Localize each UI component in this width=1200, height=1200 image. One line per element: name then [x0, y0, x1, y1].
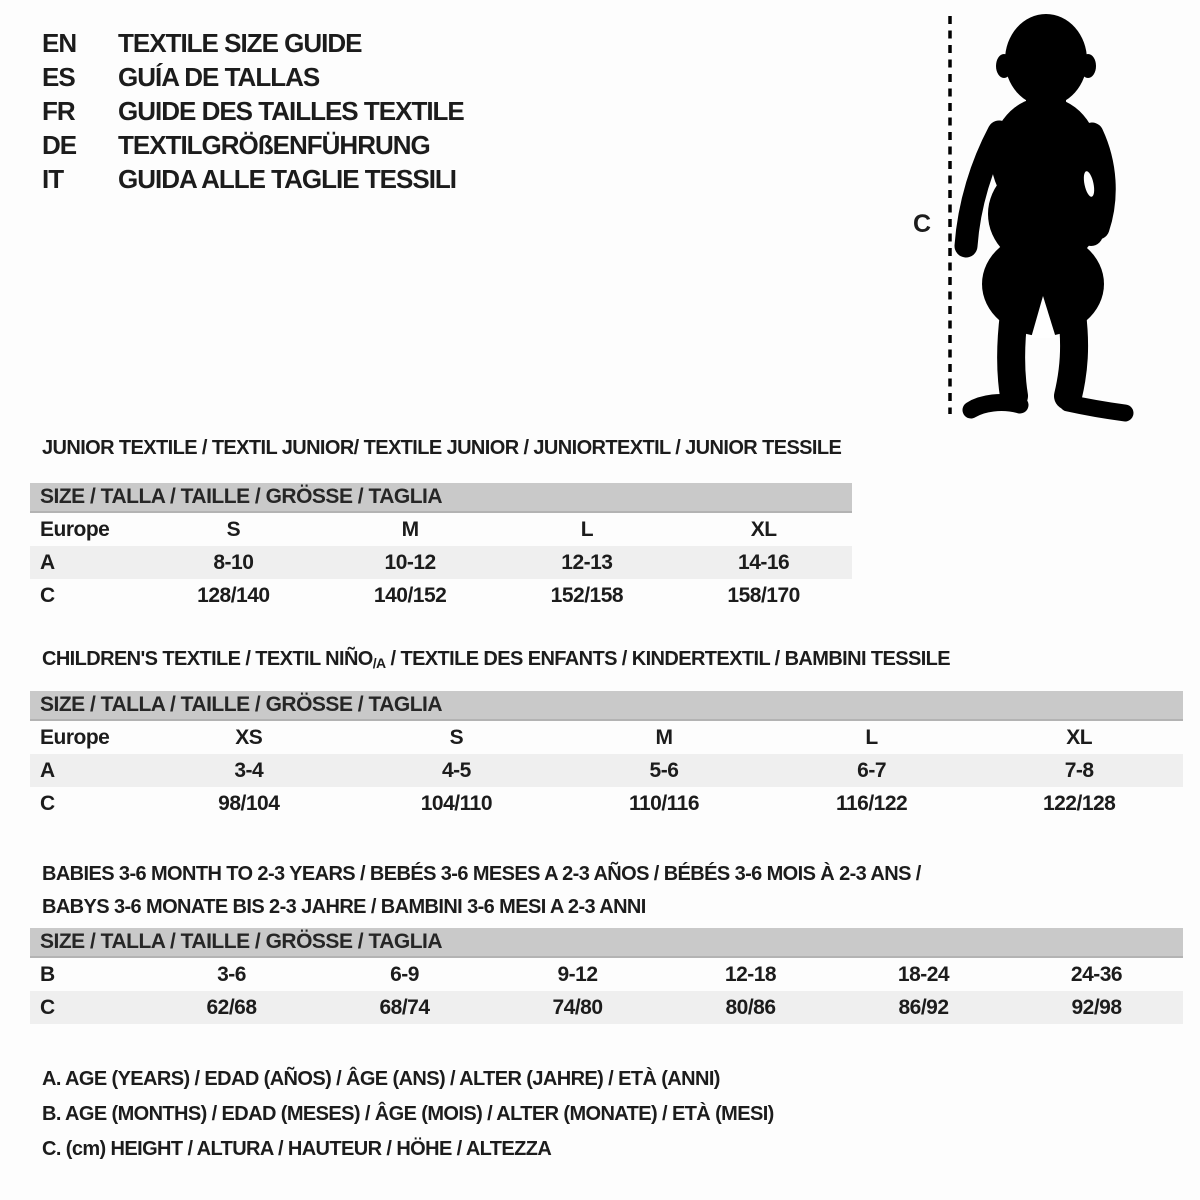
row-label: B — [40, 962, 55, 986]
height-cell: 98/104 — [218, 791, 280, 815]
age-cell: 6-7 — [857, 758, 886, 782]
children-heading-post: / TEXTILE DES ENFANTS / KINDERTEXTIL / BAMBINI TESSILE — [385, 648, 951, 670]
language-code: IT — [42, 164, 64, 194]
height-cell: 104/110 — [420, 791, 493, 815]
height-cell: 110/116 — [628, 791, 700, 815]
age-cell: 7-8 — [1064, 758, 1094, 782]
age-cell: 8-10 — [213, 550, 254, 574]
age-cell: 6-9 — [390, 962, 419, 986]
height-cell: 122/128 — [1042, 791, 1116, 815]
size-cell: XL — [1066, 725, 1093, 749]
language-title: TEXTILE SIZE GUIDE — [118, 28, 362, 58]
language-list — [42, 26, 464, 196]
language-title: GUÍA DE TALLAS — [118, 62, 320, 92]
children-heading — [30, 636, 1183, 671]
row-label: C — [40, 995, 55, 1019]
height-cell: 92/98 — [1071, 995, 1122, 1019]
legend-line-c: C. (cm) HEIGHT / ALTURA / HAUTEUR / HÖHE / ALTEZZA — [42, 1138, 552, 1160]
age-cell: 4-5 — [441, 758, 471, 782]
size-cell: M — [655, 725, 673, 749]
height-cell: 68/74 — [379, 995, 430, 1019]
age-cell: 12-13 — [561, 550, 613, 574]
junior-section — [30, 425, 852, 612]
row-label: C — [40, 791, 55, 815]
height-cell: 140/152 — [373, 583, 447, 607]
height-cell: 128/140 — [197, 583, 270, 607]
row-label: A — [40, 758, 55, 782]
language-title: TEXTILGRÖßENFÜHRUNG — [118, 130, 430, 160]
language-row — [42, 60, 464, 94]
table-row — [30, 754, 1183, 787]
height-measure-label: C — [913, 210, 932, 238]
size-header-bar — [30, 691, 1183, 721]
age-cell: 10-12 — [384, 550, 436, 574]
height-cell: 158/170 — [727, 583, 800, 607]
height-cell: 86/92 — [898, 995, 949, 1019]
age-cell: 5-6 — [649, 758, 679, 782]
height-cell: 74/80 — [552, 995, 603, 1019]
height-cell: 62/68 — [206, 995, 257, 1019]
junior-heading: JUNIOR TEXTILE / TEXTIL JUNIOR/ TEXTILE JUNIOR / JUNIORTEXTIL / JUNIOR TESSILE — [42, 437, 842, 459]
legend-line-a: A. AGE (YEARS) / EDAD (AÑOS) / ÂGE (ANS) / ALTER (JAHRE) / ETÀ (ANNI) — [42, 1068, 720, 1090]
age-cell: 18-24 — [897, 962, 950, 986]
age-cell: 24-36 — [1070, 962, 1123, 986]
height-cell: 152/158 — [550, 583, 624, 607]
children-section — [30, 636, 1183, 820]
table-row — [30, 958, 1183, 991]
size-cell: M — [401, 517, 419, 541]
size-cell: S — [449, 725, 464, 749]
children-heading-pre: CHILDREN'S TEXTILE / TEXTIL NIÑO — [42, 648, 373, 670]
legend — [42, 1062, 774, 1167]
language-row — [42, 162, 464, 196]
children-heading-sub: /A — [372, 655, 386, 671]
language-code: FR — [42, 96, 75, 126]
size-header-label: SIZE / TALLA / TAILLE / GRÖSSE / TAGLIA — [40, 693, 443, 716]
babies-section — [30, 846, 1183, 1024]
language-row — [42, 26, 464, 60]
babies-heading-line2: BABYS 3-6 MONATE BIS 2-3 JAHRE / BAMBINI 3-6 MESI A 2-3 ANNI — [42, 896, 646, 918]
table-row — [30, 579, 852, 612]
table-row — [30, 513, 852, 546]
size-header-label: SIZE / TALLA / TAILLE / GRÖSSE / TAGLIA — [40, 930, 443, 953]
toddler-silhouette — [898, 6, 1160, 424]
size-cell: XS — [235, 725, 263, 749]
row-label: C — [40, 583, 55, 607]
age-cell: 3-4 — [234, 758, 264, 782]
row-label: Europe — [40, 517, 110, 541]
height-cell: 80/86 — [725, 995, 776, 1019]
babies-heading — [30, 846, 1183, 924]
size-cell: S — [226, 517, 241, 541]
language-code: ES — [42, 62, 75, 92]
size-header-bar — [30, 928, 1183, 958]
babies-heading-line1: BABIES 3-6 MONTH TO 2-3 YEARS / BEBÉS 3-6 MESES A 2-3 AÑOS / BÉBÉS 3-6 MOIS À 2-3 ANS / — [42, 863, 921, 885]
size-cell: L — [580, 517, 594, 541]
table-row — [30, 991, 1183, 1024]
legend-line-b: B. AGE (MONTHS) / EDAD (MESES) / ÂGE (MOIS) / ALTER (MONATE) / ETÀ (MESI) — [42, 1103, 774, 1125]
age-cell: 9-12 — [557, 962, 598, 986]
size-cell: XL — [750, 517, 777, 541]
height-cell: 116/122 — [835, 791, 908, 815]
age-cell: 3-6 — [217, 962, 246, 986]
language-code: EN — [42, 28, 77, 58]
language-row — [42, 94, 464, 128]
language-title: GUIDA ALLE TAGLIE TESSILI — [118, 164, 457, 194]
table-row — [30, 546, 852, 579]
language-code: DE — [42, 130, 77, 160]
size-header-bar — [30, 483, 852, 513]
size-header-label: SIZE / TALLA / TAILLE / GRÖSSE / TAGLIA — [40, 485, 443, 508]
age-cell: 14-16 — [738, 550, 790, 574]
table-row — [30, 721, 1183, 754]
row-label: Europe — [40, 725, 110, 749]
language-title: GUIDE DES TAILLES TEXTILE — [118, 96, 464, 126]
row-label: A — [40, 550, 55, 574]
size-cell: L — [865, 725, 878, 749]
age-cell: 12-18 — [724, 962, 777, 986]
toddler-figure — [966, 14, 1125, 413]
language-row — [42, 128, 464, 162]
table-row — [30, 787, 1183, 820]
